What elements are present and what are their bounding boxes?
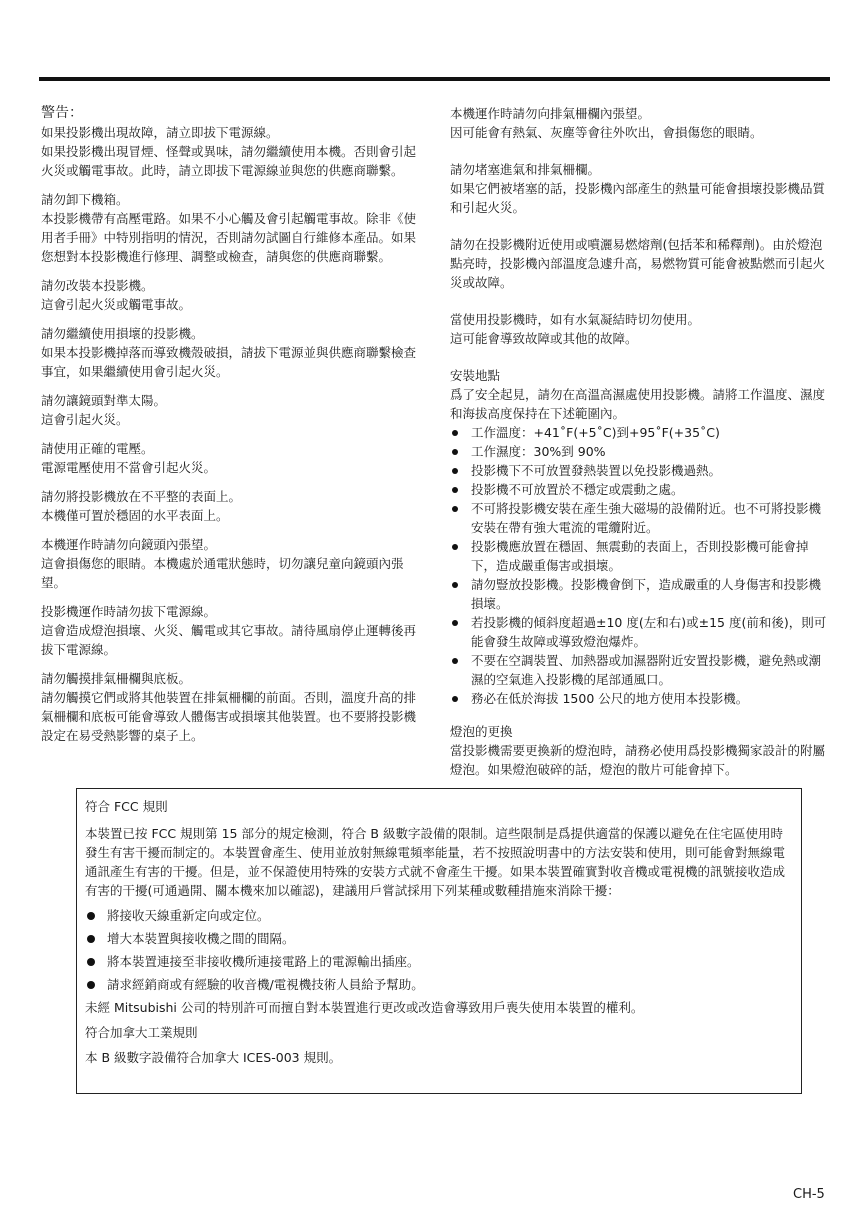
- warning-section: [450, 104, 830, 142]
- list-item: 若投影機的傾斜度超過±10 度(左和右)或±15 度(前和後)，則可能會發生故障或導致燈泡爆炸。: [450, 613, 830, 651]
- page-number: CH-5: [793, 1187, 825, 1202]
- list-item: 投影機下不可放置發熱裝置以免投影機過熱。: [450, 461, 830, 480]
- list-item: 不要在空調裝置、加熱器或加濕器附近安置投影機，避免熱或潮濕的空氣進入投影機的尾部通風口。: [450, 651, 830, 689]
- section-heading: 本機運作時請勿向鏡頭內張望。: [41, 537, 217, 552]
- fcc-title: 符合 FCC 規則: [85, 799, 168, 814]
- list-item: 務必在低於海拔 1500 公尺的地方使用本投影機。: [450, 689, 830, 708]
- section-text: 這可能會導致故障或其他的故障。: [450, 331, 638, 346]
- section-text: 這會引起火災或觸電事故。: [41, 297, 192, 312]
- section-text: 如果它們被堵塞的話，投影機內部產生的熱量可能會損壞投影機品質和引起火災。: [450, 181, 826, 215]
- list-item: 工作溫度：+41˚F(+5˚C)到+95˚F(+35˚C): [450, 423, 830, 442]
- fcc-list: [85, 906, 793, 994]
- installation-list: [450, 423, 830, 708]
- warning-section: [41, 324, 421, 381]
- section-heading: 警告：: [41, 105, 83, 121]
- list-item: 請勿豎放投影機。投影機會倒下，造成嚴重的人身傷害和投影機損壞。: [450, 575, 830, 613]
- section-text: 當投影機需要更換新的燈泡時，請務必使用爲投影機獨家設計的附屬燈泡。如果燈泡破碎的話，燈泡的散片可能會掉下。: [450, 743, 826, 777]
- right-column: [450, 104, 830, 789]
- fcc-notice-box: [76, 788, 802, 1094]
- canada-title: 符合加拿大工業規則: [85, 1025, 198, 1040]
- section-text: 本投影機帶有高壓電路。如果不小心觸及會引起觸電事故。除非《使用者手冊》中特別指明的情況，否則請勿試圖自行維修本產品。如果您想對本投影機進行修理、調整或檢查，請與您的供應商聯繫。: [41, 211, 417, 264]
- warning-section: [41, 487, 421, 525]
- warning-section: [450, 310, 830, 348]
- section-text: 這會造成燈泡損壞、火災、觸電或其它事故。請待風扇停止運轉後再拔下電源線。: [41, 623, 417, 657]
- fcc-body: 本裝置已按 FCC 規則第 15 部分的規定檢測，符合 B 級數字設備的限制。這些限制是爲提供適當的保護以避免在住宅區使用時發生有害干擾而制定的。本裝置會產生、使用並放射無線電頻率能量，若不按照說明書中的方法安裝和使用，則可能會對無線電通訊產生有害的干擾。但是，並不保證使用特殊的安裝方式就不會產生干擾。如果本裝置確實對收音機或電視機的訊號接收造成有害的干擾(可通過開、關本機來加以確認)，建議用戶嘗試採用下列某種或數種措施來消除干擾：: [85, 826, 786, 898]
- warning-section: [41, 669, 421, 745]
- section-heading: 請勿改裝本投影機。: [41, 278, 154, 293]
- section-text: 如果投影機出現冒煙、怪聲或異味，請勿繼續使用本機。否則會引起火災或觸電事故。此時，請立即拔下電源線並與您的供應商聯繫。: [41, 144, 417, 178]
- section-text: 這會損傷您的眼睛。本機處於通電狀態時，切勿讓兒童向鏡頭內張望。: [41, 556, 404, 590]
- section-text: 如果本投影機掉落而導致機殼破損，請拔下電源並與供應商聯繫檢查事宜，如果繼續使用會引起火災。: [41, 345, 417, 379]
- section-heading: 安裝地點: [450, 368, 501, 383]
- warning-section: [41, 439, 421, 477]
- section-heading: 請勿觸摸排氣柵欄與底板。: [41, 671, 192, 686]
- section-text: 因可能會有熱氣、灰塵等會往外吹出，會損傷您的眼睛。: [450, 125, 763, 140]
- section-heading: 請勿讓鏡頭對準太陽。: [41, 393, 167, 408]
- list-item: 將本裝置連接至非接收機所連接電路上的電源輸出插座。: [85, 952, 793, 971]
- warning-section: [450, 160, 830, 217]
- top-rule: [39, 77, 830, 81]
- warning-section: [41, 602, 421, 659]
- section-text: 請勿在投影機附近使用或噴灑易燃熔劑(包括苯和稀釋劑)。由於燈泡點亮時，投影機內部溫度急遽升高，易燃物質可能會被點燃而引起火災或故障。: [450, 237, 826, 290]
- list-item: 不可將投影機安裝在產生強大磁場的設備附近。也不可將投影機安裝在帶有強大電流的電纜附近。: [450, 499, 830, 537]
- warning-section: [41, 104, 421, 180]
- warning-section: [450, 235, 830, 292]
- installation-section: [450, 366, 830, 708]
- section-text: 爲了安全起見，請勿在高溫高濕處使用投影機。請將工作溫度、濕度和海拔高度保持在下述範圍內。: [450, 387, 826, 421]
- section-text: 電源電壓使用不當會引起火災。: [41, 460, 217, 475]
- section-text: 本機僅可置於穩固的水平表面上。: [41, 508, 229, 523]
- section-text: 這會引起火災。: [41, 412, 129, 427]
- left-column: [41, 104, 421, 755]
- warning-section: [41, 276, 421, 314]
- section-text: 請勿觸摸它們或將其他裝置在排氣柵欄的前面。否則，溫度升高的排氣柵欄和底板可能會導致人體傷害或損壞其他裝置。也不要將投影機設定在易受熱影響的桌子上。: [41, 690, 417, 743]
- list-item: 投影機應放置在穩固、無震動的表面上，否則投影機可能會掉下，造成嚴重傷害或損壞。: [450, 537, 830, 575]
- warning-section: [41, 535, 421, 592]
- warning-section: [41, 391, 421, 429]
- section-heading: 請勿卸下機箱。: [41, 192, 129, 207]
- section-heading: 請勿將投影機放在不平整的表面上。: [41, 489, 242, 504]
- lamp-section: [450, 722, 830, 779]
- canada-body: 本 B 級數字設備符合加拿大 ICES-003 規則。: [85, 1050, 342, 1065]
- list-item: 增大本裝置與接收機之間的間隔。: [85, 929, 793, 948]
- section-heading: 請勿堵塞進氣和排氣柵欄。: [450, 162, 601, 177]
- list-item: 請求經銷商或有經驗的收音機/電視機技術人員給予幫助。: [85, 975, 793, 994]
- section-heading: 請使用正確的電壓。: [41, 441, 154, 456]
- list-item: 將接收天線重新定向或定位。: [85, 906, 793, 925]
- fcc-note: 未經 Mitsubishi 公司的特別許可而擅自對本裝置進行更改或改造會導致用戶喪失使用本裝置的權利。: [85, 1000, 644, 1015]
- section-heading: 當使用投影機時，如有水氣凝結時切勿使用。: [450, 312, 701, 327]
- list-item: 投影機不可放置於不穩定或震動之處。: [450, 480, 830, 499]
- warning-section: [41, 190, 421, 266]
- section-text: 如果投影機出現故障，請立即拔下電源線。: [41, 125, 279, 140]
- section-heading: 本機運作時請勿向排氣柵欄內張望。: [450, 106, 651, 121]
- section-heading: 請勿繼續使用損壞的投影機。: [41, 326, 204, 341]
- section-heading: 投影機運作時請勿拔下電源線。: [41, 604, 217, 619]
- section-heading: 燈泡的更換: [450, 724, 513, 739]
- list-item: 工作濕度：30%到 90%: [450, 442, 830, 461]
